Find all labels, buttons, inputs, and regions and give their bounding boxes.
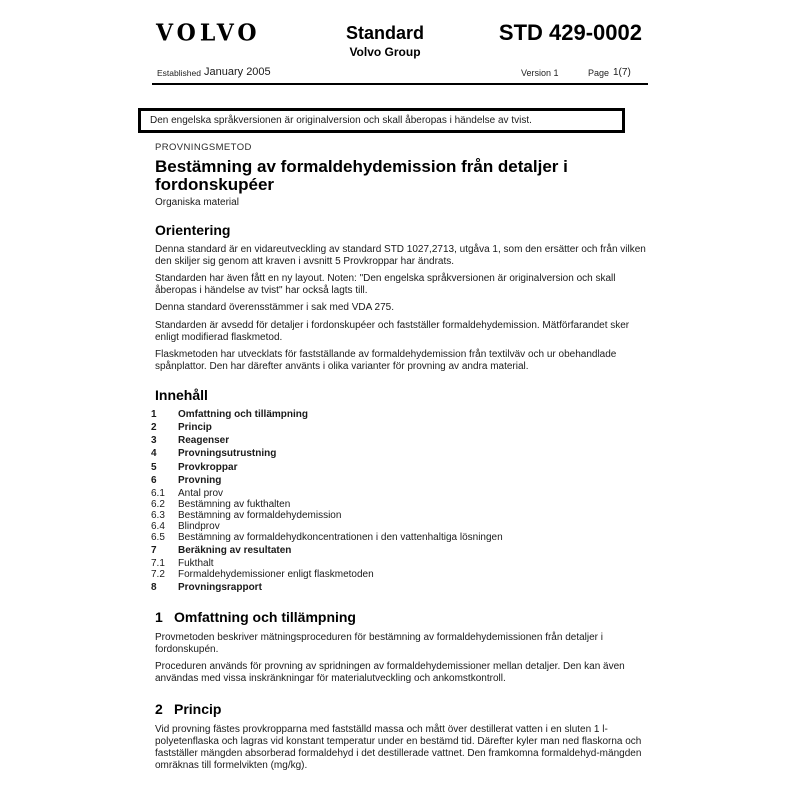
established-label: Established (157, 68, 201, 78)
notice-text: Den engelska språkversionen är originalversion och skall åberopas i händelse av tvist. (150, 115, 532, 126)
document-title: Bestämning av formaldehydemission från detaljer i fordonskupéer (155, 157, 568, 195)
toc-entry: 2 Princip (151, 422, 212, 434)
established-date: January 2005 (204, 66, 271, 78)
toc-entry: 6.4 Blindprov (151, 521, 220, 532)
header-rule (152, 83, 648, 85)
doc-kind-kicker: PROVNINGSMETOD (155, 142, 252, 153)
toc-entry: 5 Provkroppar (151, 461, 238, 473)
toc-entry: 4 Provningsutrustning (151, 448, 277, 460)
document-subtitle: Organiska material (155, 196, 239, 208)
header-center (305, 24, 465, 58)
orientering-paragraph: Denna standard är en vidareutveckling av standard STD 1027,2713, utgåva 1, som den ersätter och från vilken den skiljer sig genom att kraven i avsnitt 5 Provkroppar har ändrats. (155, 243, 646, 267)
section-1-heading: 1 Omfattning och tillämpning (155, 609, 356, 626)
toc-entry: 6 Provning (151, 474, 222, 486)
orientering-heading: Orientering (155, 221, 231, 238)
toc-heading: Innehåll (155, 386, 208, 403)
toc-entry: 3 Reagenser (151, 435, 230, 447)
toc-entry: 7 Beräkning av resultaten (151, 544, 292, 556)
table-of-contents (151, 408, 648, 593)
orientering-paragraph: Standarden är avsedd för detaljer i fordonskupéer och fastställer formaldehydemission. Mätförfarandet sker enligt modifierad flaskmetod. (155, 319, 630, 343)
toc-entry: 6.2 Bestämning av fukthalten (151, 499, 291, 510)
section-1-paragraph: Proceduren används för provning av spridningen av formaldehydemissioner mellan detaljer. Den kan även användas med vissa inskränkningar för materialutveckling och ankomstkontroll. (155, 661, 625, 685)
page-number: 1(7) (613, 67, 631, 78)
toc-entry: 7.1 Fukthalt (151, 557, 214, 569)
orientering-paragraph: Flaskmetoden har utvecklats för fastställande av formaldehydemission från textilväv och ur obehandlade spånplattor. Den har därefter använts i olika varianter för provning av andra material. (155, 349, 617, 372)
orientering-paragraph: Denna standard överensstämmer i sak med VDA 275. (155, 302, 395, 314)
toc-entry: 8 Provningsrapport (151, 581, 262, 593)
toc-entry: 6.5 Bestämning av formaldehydkoncentrationen i den vattenhaltiga lösningen (151, 532, 503, 543)
toc-entry: 6.1 Antal prov (151, 488, 224, 499)
toc-entry: 6.3 Bestämning av formaldehydemission (151, 510, 342, 521)
document-body (151, 142, 648, 777)
section-1-paragraph: Provmetoden beskriver mätningsproceduren för bestämning av formaldehydemissionen från detaljer i fordonskupén. (155, 632, 604, 655)
page-label: Page (588, 68, 610, 78)
toc-entry: 1 Omfattning och tillämpning (151, 408, 308, 420)
notice-box (138, 108, 625, 133)
section-2-heading: 2 Princip (155, 701, 222, 718)
org-label: Volvo Group (349, 45, 421, 59)
doc-type-label: Standard (345, 23, 424, 43)
toc-entry: 7.2 Formaldehydemissioner enligt flaskmetoden (151, 568, 374, 580)
section-2-paragraph: Vid provning fästes provkropparna med fastställd massa och mått över destillerat vatten i en sluten 1 l-polyetenflaska och lagras vid konstant temperatur under en bestämd tid. Därefter kyler man ned flaskorna och fastställer mängden absorberad formaldehyd i det destillerade vattnet. Den framkomna formaldehyd-mängden omräknas till formelvikten (mg/kg). (155, 724, 642, 771)
orientering-paragraph: Standarden har även fått en ny layout. Noten: "Den engelska språkversionen är originalversion och skall åberopas i händelse av tvist" har också lagts till. (155, 273, 616, 296)
volvo-logo: VOLVO (156, 19, 261, 47)
version-label: Version 1 (521, 68, 559, 78)
doc-number: STD 429-0002 (498, 20, 642, 45)
